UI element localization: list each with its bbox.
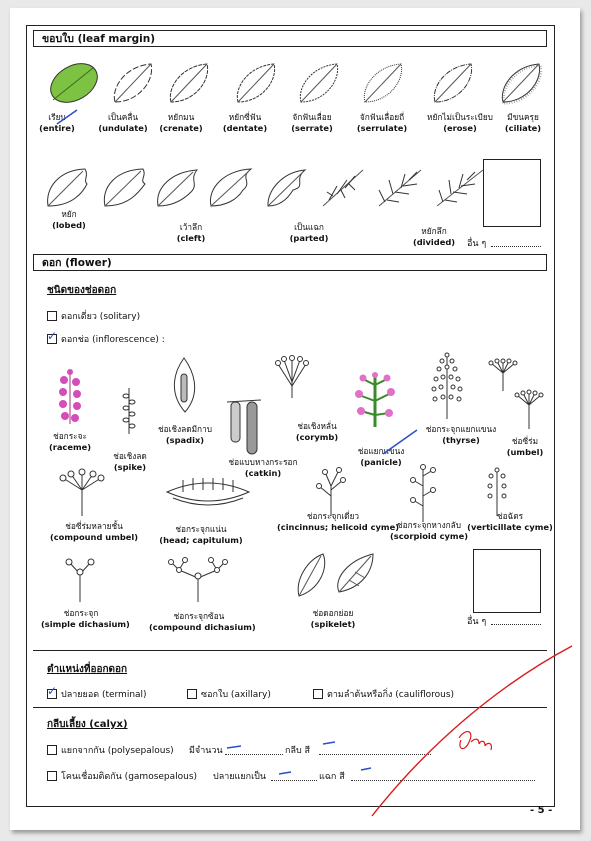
flower-position-title: ตำแหน่งที่ออกดอก <box>47 664 128 675</box>
compound-umbel-label: ช่อซี่ร่มหลายชั้น (compound umbel) <box>49 521 139 542</box>
flower-other-label: อื่น ๆ <box>467 617 487 627</box>
solitary-label: ดอกเดี่ยว (solitary) <box>61 312 141 322</box>
cauliflorous-label: ตามลำต้นหรือกิ่ง (cauliflorous) <box>327 690 455 700</box>
verticillate-cyme-label: ช่อฉัตร (verticillate cyme) <box>467 511 553 532</box>
leaf-serrulate-label: จักฟันเลื่อยถี่ (serrulate) <box>356 112 408 133</box>
leaf-erose-label: หยักไม่เป็นระเบียบ (erose) <box>427 112 493 133</box>
leaf-undulate-label: เป็นคลื่น (undulate) <box>98 112 148 133</box>
capitulum-label: ช่อกระจุกแน่น (head; capitulum) <box>159 524 243 545</box>
leaf-margin-header: ขอบใบ (leaf margin) <box>33 30 547 47</box>
leaf-serrate-label: จักฟันเลื่อย (serrate) <box>291 112 333 133</box>
leaf-entire-label: เรียบ (entire) <box>39 112 75 133</box>
compound-dichasium-label: ช่อกระจุกซ้อน (compound dichasium) <box>149 611 256 632</box>
calyx-title: กลีบเลี้ยง (calyx) <box>47 719 128 730</box>
axillary-label: ซอกใบ (axillary) <box>201 690 271 700</box>
gamo-tip-label: ปลายแยกเป็น <box>213 772 267 782</box>
gamosepalous-label: โคนเชื่อมติดกัน (gamosepalous) <box>61 772 198 782</box>
cincinnus-label: ช่อกระจุกเดี่ยว (cincinnus; helicoid cyme) <box>277 511 399 532</box>
flower-header: ดอก (flower) <box>33 254 547 271</box>
leaf-crenate-label: หยักมน (crenate) <box>159 112 203 133</box>
raceme-label: ช่อกระจะ (raceme) <box>48 431 92 452</box>
corymb-label: ช่อเชิงหลั่น (corymb) <box>295 421 339 442</box>
catkin-label: ช่อแบบหางกระรอก (catkin) <box>228 457 298 478</box>
poly-color-label: กลีบ สี <box>285 746 311 756</box>
spike-label: ช่อเชิงลด (spike) <box>113 451 147 472</box>
terminal-label: ปลายยอด (terminal) <box>61 690 147 700</box>
page-frame <box>26 25 555 807</box>
poly-count-label: มีจำนวน <box>189 746 223 756</box>
leaf-dentate-label: หยักซี่ฟัน (dentate) <box>222 112 268 133</box>
leaf-parted-label: เป็นแฉก (parted) <box>289 222 329 243</box>
inflorescence-label: ดอกช่อ (inflorescence) : <box>61 335 165 345</box>
thyrse-label: ช่อกระจุกแยกแขนง (thyrse) <box>425 424 497 445</box>
page-number: - 5 - <box>530 805 553 816</box>
scorpioid-cyme-label: ช่อกระจุกหางกลับ (scorpioid cyme) <box>390 520 468 541</box>
checkmark-icon: ✓ <box>47 684 58 698</box>
leaf-other-label: อื่น ๆ <box>467 239 487 249</box>
umbel-label: ช่อซี่ร่ม (umbel) <box>506 436 544 457</box>
checkmark-icon: ✓ <box>47 329 58 343</box>
simple-dichasium-label: ช่อกระจุก (simple dichasium) <box>41 608 130 629</box>
leaf-divided-label: หยักลึก (divided) <box>412 226 456 247</box>
leaf-lobed-label: หยัก (lobed) <box>52 209 86 230</box>
gamo-color-label: แฉก สี <box>319 772 345 782</box>
annotation-marks <box>27 26 554 806</box>
inflorescence-types-title: ชนิดของช่อดอก <box>47 285 117 296</box>
worksheet-page <box>10 8 580 830</box>
leaf-ciliate-label: มีขนครุย (ciliate) <box>504 112 542 133</box>
panicle-label: ช่อแยกแขนง (panicle) <box>357 446 405 467</box>
spikelet-label: ช่อดอกย่อย (spikelet) <box>310 608 356 629</box>
spadix-label: ช่อเชิงลดมีกาบ (spadix) <box>157 424 213 445</box>
leaf-cleft-label: เว้าลึก (cleft) <box>176 222 206 243</box>
polysepalous-label: แยกจากกัน (polysepalous) <box>61 746 174 756</box>
